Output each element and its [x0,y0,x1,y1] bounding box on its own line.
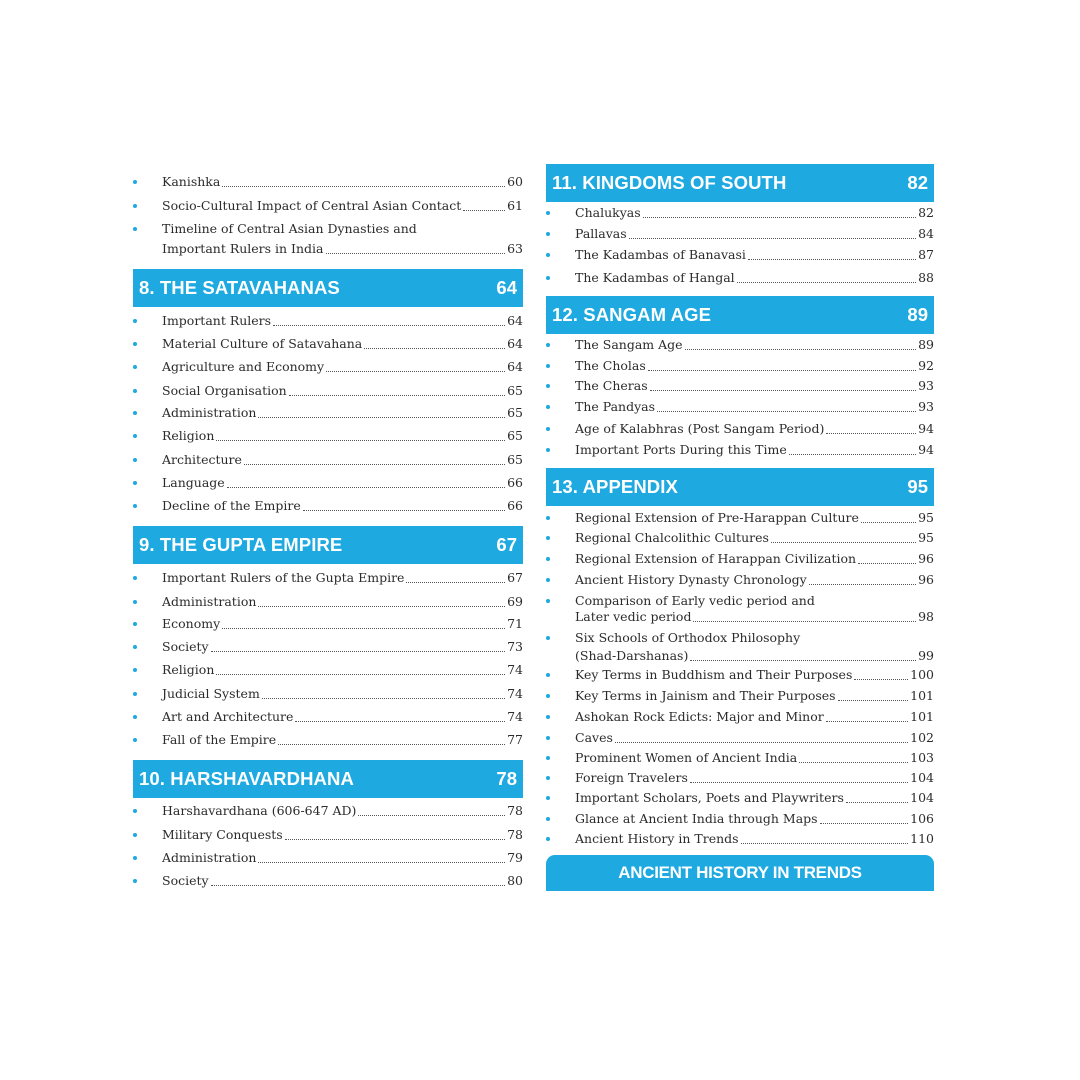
bullet-icon [133,738,137,742]
bullet-icon [133,833,137,837]
bullet-icon [546,448,550,452]
section-header[interactable]: 13. APPENDIX 95 [546,468,934,506]
bullet-icon [133,389,137,393]
toc-entry[interactable]: Six Schools of Orthodox Philosophy (Shad-Darshanas) 99 [546,628,934,668]
bullet-icon [133,809,137,813]
bullet-icon [133,411,137,415]
bullet-icon [133,600,137,604]
bullet-icon [546,364,550,368]
bullet-icon [546,232,550,236]
bullet-icon [546,736,550,740]
bullet-icon [133,319,137,323]
bullet-icon [546,211,550,215]
bullet-icon [546,427,550,431]
bullet-icon [133,622,137,626]
bullet-icon [546,837,550,841]
bullet-icon [546,599,550,603]
section-header[interactable]: 9. THE GUPTA EMPIRE 67 [133,526,523,564]
bullet-icon [546,694,550,698]
bullet-icon [546,715,550,719]
bullet-icon [546,516,550,520]
bullet-icon [133,856,137,860]
toc-entry[interactable]: Comparison of Early vedic period and Later vedic period 98 [546,591,934,631]
bullet-icon [546,796,550,800]
bullet-icon [546,817,550,821]
bullet-icon [133,227,137,231]
bullet-icon [133,692,137,696]
bullet-icon [546,636,550,640]
bullet-icon [546,673,550,677]
bullet-icon [546,557,550,561]
bullet-icon [133,576,137,580]
bullet-icon [546,405,550,409]
bullet-icon [546,343,550,347]
bullet-icon [133,645,137,649]
bullet-icon [133,504,137,508]
bullet-icon [133,180,137,184]
bullet-icon [546,384,550,388]
section-header[interactable]: 10. HARSHAVARDHANA 78 [133,760,523,798]
bullet-icon [546,253,550,257]
bullet-icon [133,715,137,719]
toc-entry[interactable]: Timeline of Central Asian Dynasties and Important Rulers in India 63 [133,219,523,259]
section-header[interactable]: 8. THE SATAVAHANAS 64 [133,269,523,307]
bullet-icon [546,276,550,280]
bullet-icon [133,879,137,883]
bullet-icon [546,756,550,760]
bullet-icon [133,481,137,485]
bullet-icon [546,578,550,582]
section-header[interactable]: 11. KINGDOMS OF SOUTH 82 [546,164,934,202]
bullet-icon [133,342,137,346]
bullet-icon [546,536,550,540]
bullet-icon [133,668,137,672]
bullet-icon [133,458,137,462]
bullet-icon [133,434,137,438]
ancient-history-trends-tab: ANCIENT HISTORY IN TRENDS [546,855,934,891]
bullet-icon [133,204,137,208]
section-header[interactable]: 12. SANGAM AGE 89 [546,296,934,334]
bullet-icon [546,776,550,780]
bullet-icon [133,365,137,369]
